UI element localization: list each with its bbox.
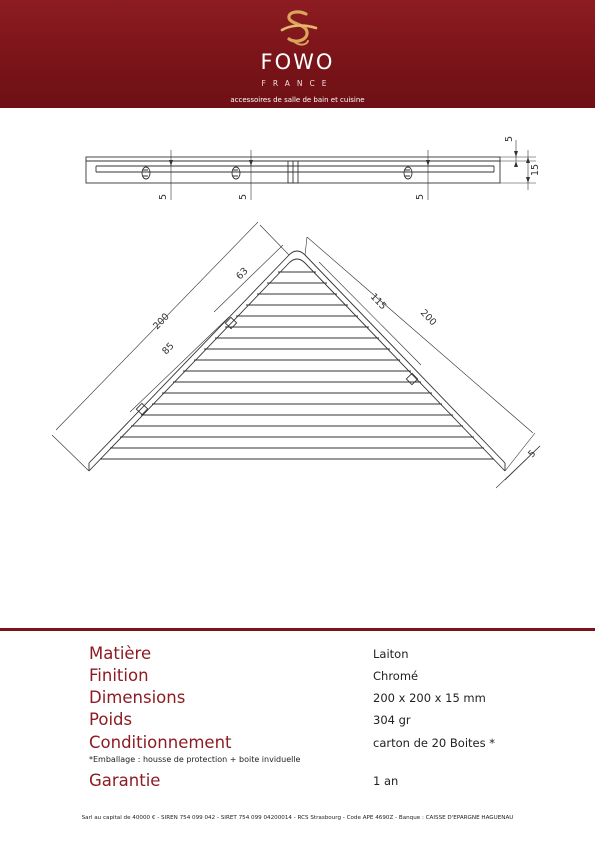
header-banner (0, 0, 595, 108)
spec-label-dimensions: Dimensions (89, 688, 186, 707)
legal-footer: Sarl au capital de 40000 € - SIREN 754 099 042 - SIRET 754 099 04200014 - RCS Strasbourg - Code APE 4690Z - Banque : CAISSE D'EPARGNE HAGUENAU (81, 815, 514, 821)
dim-left-hole-spacing: 85 (160, 340, 177, 358)
brand-country: FRANCE (261, 79, 334, 88)
spec-label-weight: Poids (89, 710, 133, 729)
dim-rim: 5 (526, 448, 539, 461)
spec-label-finish: Finition (89, 666, 149, 685)
dim-right-side: 200 (417, 307, 439, 329)
technical-drawing (0, 108, 595, 628)
spec-label-warranty: Garantie (89, 771, 161, 790)
brand-tagline: accessoires de salle de bain et cuisine (230, 96, 365, 104)
spec-label-packaging: Conditionnement (89, 733, 232, 752)
dim-left-side: 200 (151, 311, 172, 333)
dim-right-hole-distance: 115 (367, 291, 389, 313)
packaging-note: *Emballage : housse de protection + boite inviduelle (89, 755, 301, 764)
dim-top-edge: 5 (504, 135, 515, 142)
spec-table (0, 631, 595, 811)
spec-value-weight: 304 gr (373, 713, 411, 727)
dim-hole-2: 5 (238, 193, 249, 200)
dim-hole-3: 5 (415, 193, 426, 200)
spec-value-packaging: carton de 20 Boites * (373, 736, 496, 750)
spec-value-dimensions: 200 x 200 x 15 mm (373, 691, 486, 705)
spec-label-material: Matière (89, 644, 152, 663)
top-view-profile (86, 157, 500, 183)
spec-value-finish: Chromé (373, 669, 419, 683)
dim-hole-1: 5 (158, 193, 169, 200)
dim-top-height: 15 (530, 163, 541, 176)
brand-name: FOWO (260, 50, 335, 74)
dim-left-offset: 63 (234, 265, 251, 283)
basket-front-view (89, 251, 505, 471)
spec-value-warranty: 1 an (373, 774, 399, 788)
logo-icon (276, 8, 320, 52)
spec-value-material: Laiton (373, 647, 409, 661)
